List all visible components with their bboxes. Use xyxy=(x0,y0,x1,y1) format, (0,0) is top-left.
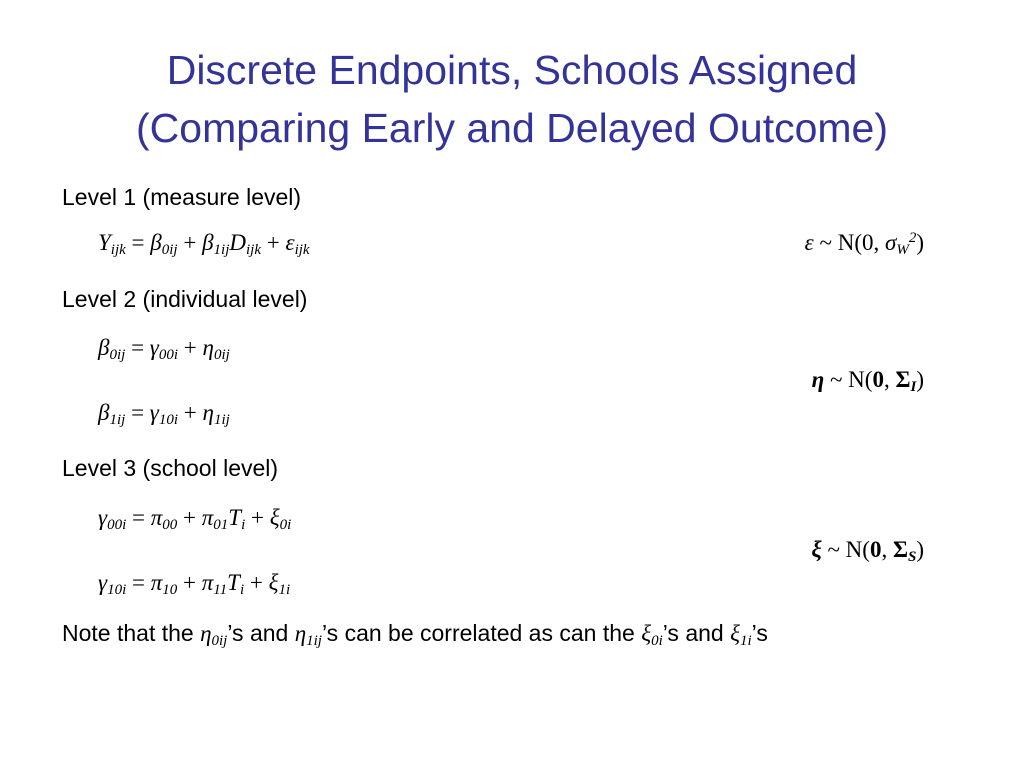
level-3-equation-1: $\gamma_{00i} = \pi_{00} + \pi_{01}T_i + \xi_{0i}$ xyxy=(98,505,292,533)
level-3-equation-2: $\gamma_{10i} = \pi_{10} + \pi_{11}T_i + \xi_{1i}$ xyxy=(98,570,291,598)
level-1-equation: $Y_{ijk} = \beta_{0ij} + \beta_{1ij}D_{ijk} + \varepsilon_{ijk}$ xyxy=(98,230,310,258)
level-3-heading: Level 3 (school level) xyxy=(62,455,279,481)
level-2-equation-1: $\beta_{0ij} = \gamma_{00i} + \eta_{0ij}$ xyxy=(98,335,230,363)
slide-title-line-1: Discrete Endpoints, Schools Assigned xyxy=(166,47,858,93)
level-2-heading: Level 2 (individual level) xyxy=(62,286,308,312)
level-2-equation-2: $\beta_{1ij} = \gamma_{10i} + \eta_{1ij}$ xyxy=(98,400,230,428)
level-2-distribution: η ~ N(0, $\Sigma_I$) xyxy=(811,367,924,395)
level-1-heading: Level 1 (measure level) xyxy=(62,184,302,210)
level-1-distribution: ε ~ N(0, $\sigma_W^2$) xyxy=(804,230,924,258)
correlation-note: Note that the $\eta_{0ij}’s$ and $\eta_{1ij}’s$ can be correlated as can the $\xi_{0i}’s$ and $\xi_{1i}’s$ xyxy=(62,620,768,649)
level-3-distribution: ξ ~ N(0, $\Sigma_S$) xyxy=(811,537,924,565)
slide-title-line-2: (Comparing Early and Delayed Outcome) xyxy=(136,105,888,151)
